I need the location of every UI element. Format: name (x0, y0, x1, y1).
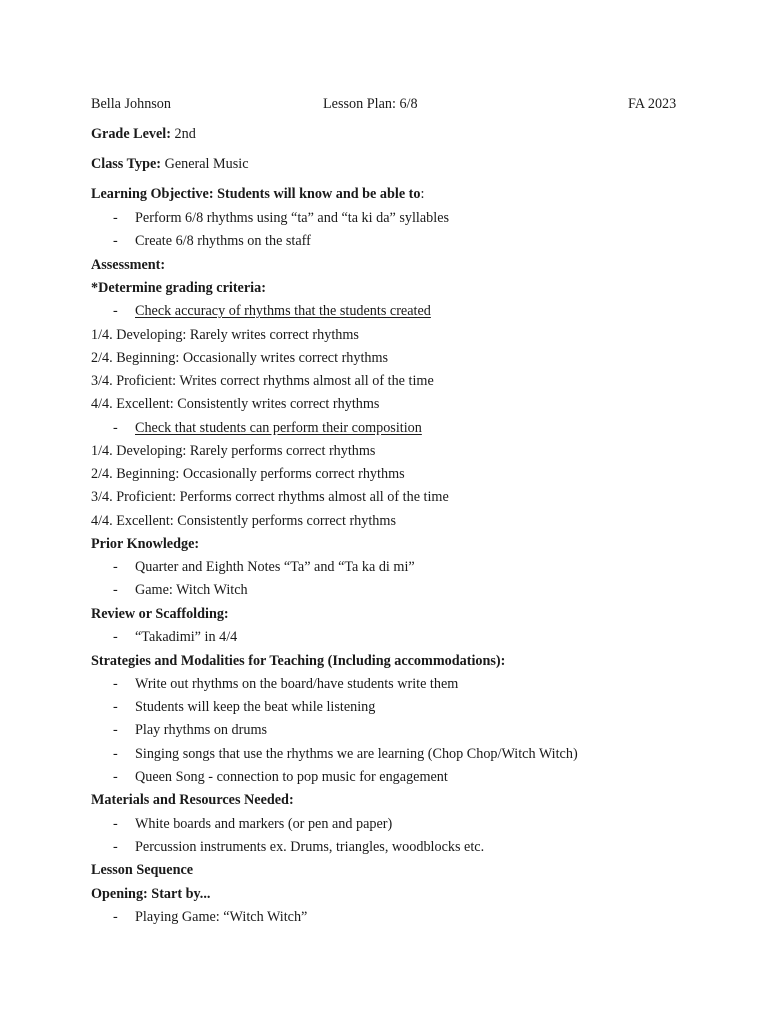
objective-suffix: : (420, 186, 425, 202)
strategy-text: Queen Song - connection to pop music for engagement (135, 769, 448, 785)
bullet-dash: - (113, 699, 118, 715)
rubric-level: 2/4. Beginning: Occasionally performs correct rhythms (91, 466, 405, 482)
bullet-dash: - (113, 909, 118, 925)
lesson-sequence-heading: Lesson Sequence (91, 862, 194, 878)
document-title: Lesson Plan: 6/8 (323, 96, 418, 112)
objective-item (113, 209, 449, 227)
bullet-dash: - (113, 559, 118, 575)
assessment-heading: Assessment: (91, 257, 166, 273)
criterion-text: Check that students can perform their composition (135, 420, 422, 436)
strategy-item (113, 721, 267, 739)
review-item (113, 628, 237, 646)
rubric-level: 3/4. Proficient: Writes correct rhythms almost all of the time (91, 373, 434, 389)
opening-text: Playing Game: “Witch Witch” (135, 909, 308, 925)
class-type-value: General Music (161, 156, 249, 172)
criterion-item (113, 302, 431, 320)
bullet-dash: - (113, 746, 118, 762)
strategy-text: Singing songs that use the rhythms we are learning (Chop Chop/Witch Witch) (135, 746, 578, 762)
material-text: White boards and markers (or pen and paper) (135, 816, 393, 832)
review-text: “Takadimi” in 4/4 (135, 629, 238, 645)
class-type-label: Class Type: (91, 156, 162, 172)
author-name: Bella Johnson (91, 96, 171, 112)
materials-heading: Materials and Resources Needed: (91, 792, 294, 808)
objective-item-text: Perform 6/8 rhythms using “ta” and “ta ki da” syllables (135, 210, 450, 226)
strategy-item (113, 768, 448, 786)
review-heading: Review or Scaffolding: (91, 606, 229, 622)
material-item (113, 838, 484, 856)
prior-knowledge-item (113, 558, 415, 576)
strategy-text: Students will keep the beat while listening (135, 699, 376, 715)
grade-level-value: 2nd (170, 126, 196, 142)
strategy-text: Write out rhythms on the board/have students write them (135, 676, 459, 692)
rubric-level: 4/4. Excellent: Consistently performs correct rhythms (91, 513, 396, 529)
bullet-dash: - (113, 816, 118, 832)
term-label: FA 2023 (628, 96, 677, 112)
rubric-level: 1/4. Developing: Rarely performs correct rhythms (91, 443, 376, 459)
material-item (113, 815, 392, 833)
prior-knowledge-text: Quarter and Eighth Notes “Ta” and “Ta ka di mi” (135, 559, 415, 575)
bullet-dash: - (113, 769, 118, 785)
objective-label: Learning Objective: Students will know and be able to (91, 186, 421, 202)
bullet-dash: - (113, 629, 118, 645)
strategy-text: Play rhythms on drums (135, 722, 268, 738)
objective-heading (91, 185, 424, 203)
grade-level-label: Grade Level: (91, 126, 171, 142)
bullet-dash: - (113, 233, 118, 249)
strategy-item (113, 745, 578, 763)
bullet-dash: - (113, 420, 118, 436)
class-type-row (91, 155, 249, 173)
objective-item-text: Create 6/8 rhythms on the staff (135, 233, 311, 249)
strategy-item (113, 675, 458, 693)
bullet-dash: - (113, 839, 118, 855)
opening-item (113, 908, 307, 926)
opening-heading: Opening: Start by... (91, 886, 211, 902)
bullet-dash: - (113, 722, 118, 738)
criterion-item (113, 419, 422, 437)
strategies-heading: Strategies and Modalities for Teaching (Including accommodations): (91, 653, 506, 669)
rubric-level: 4/4. Excellent: Consistently writes correct rhythms (91, 396, 380, 412)
strategy-item (113, 698, 375, 716)
grading-criteria-heading: *Determine grading criteria: (91, 280, 266, 296)
grade-level-row (91, 125, 196, 143)
objective-item (113, 232, 311, 250)
bullet-dash: - (113, 676, 118, 692)
rubric-level: 2/4. Beginning: Occasionally writes correct rhythms (91, 350, 389, 366)
bullet-dash: - (113, 303, 118, 319)
bullet-dash: - (113, 210, 118, 226)
prior-knowledge-item (113, 581, 248, 599)
criterion-text: Check accuracy of rhythms that the students created (135, 303, 431, 319)
bullet-dash: - (113, 582, 118, 598)
prior-knowledge-heading: Prior Knowledge: (91, 536, 200, 552)
material-text: Percussion instruments ex. Drums, triangles, woodblocks etc. (135, 839, 485, 855)
rubric-level: 1/4. Developing: Rarely writes correct rhythms (91, 327, 359, 343)
rubric-level: 3/4. Proficient: Performs correct rhythms almost all of the time (91, 489, 449, 505)
prior-knowledge-text: Game: Witch Witch (135, 582, 248, 598)
